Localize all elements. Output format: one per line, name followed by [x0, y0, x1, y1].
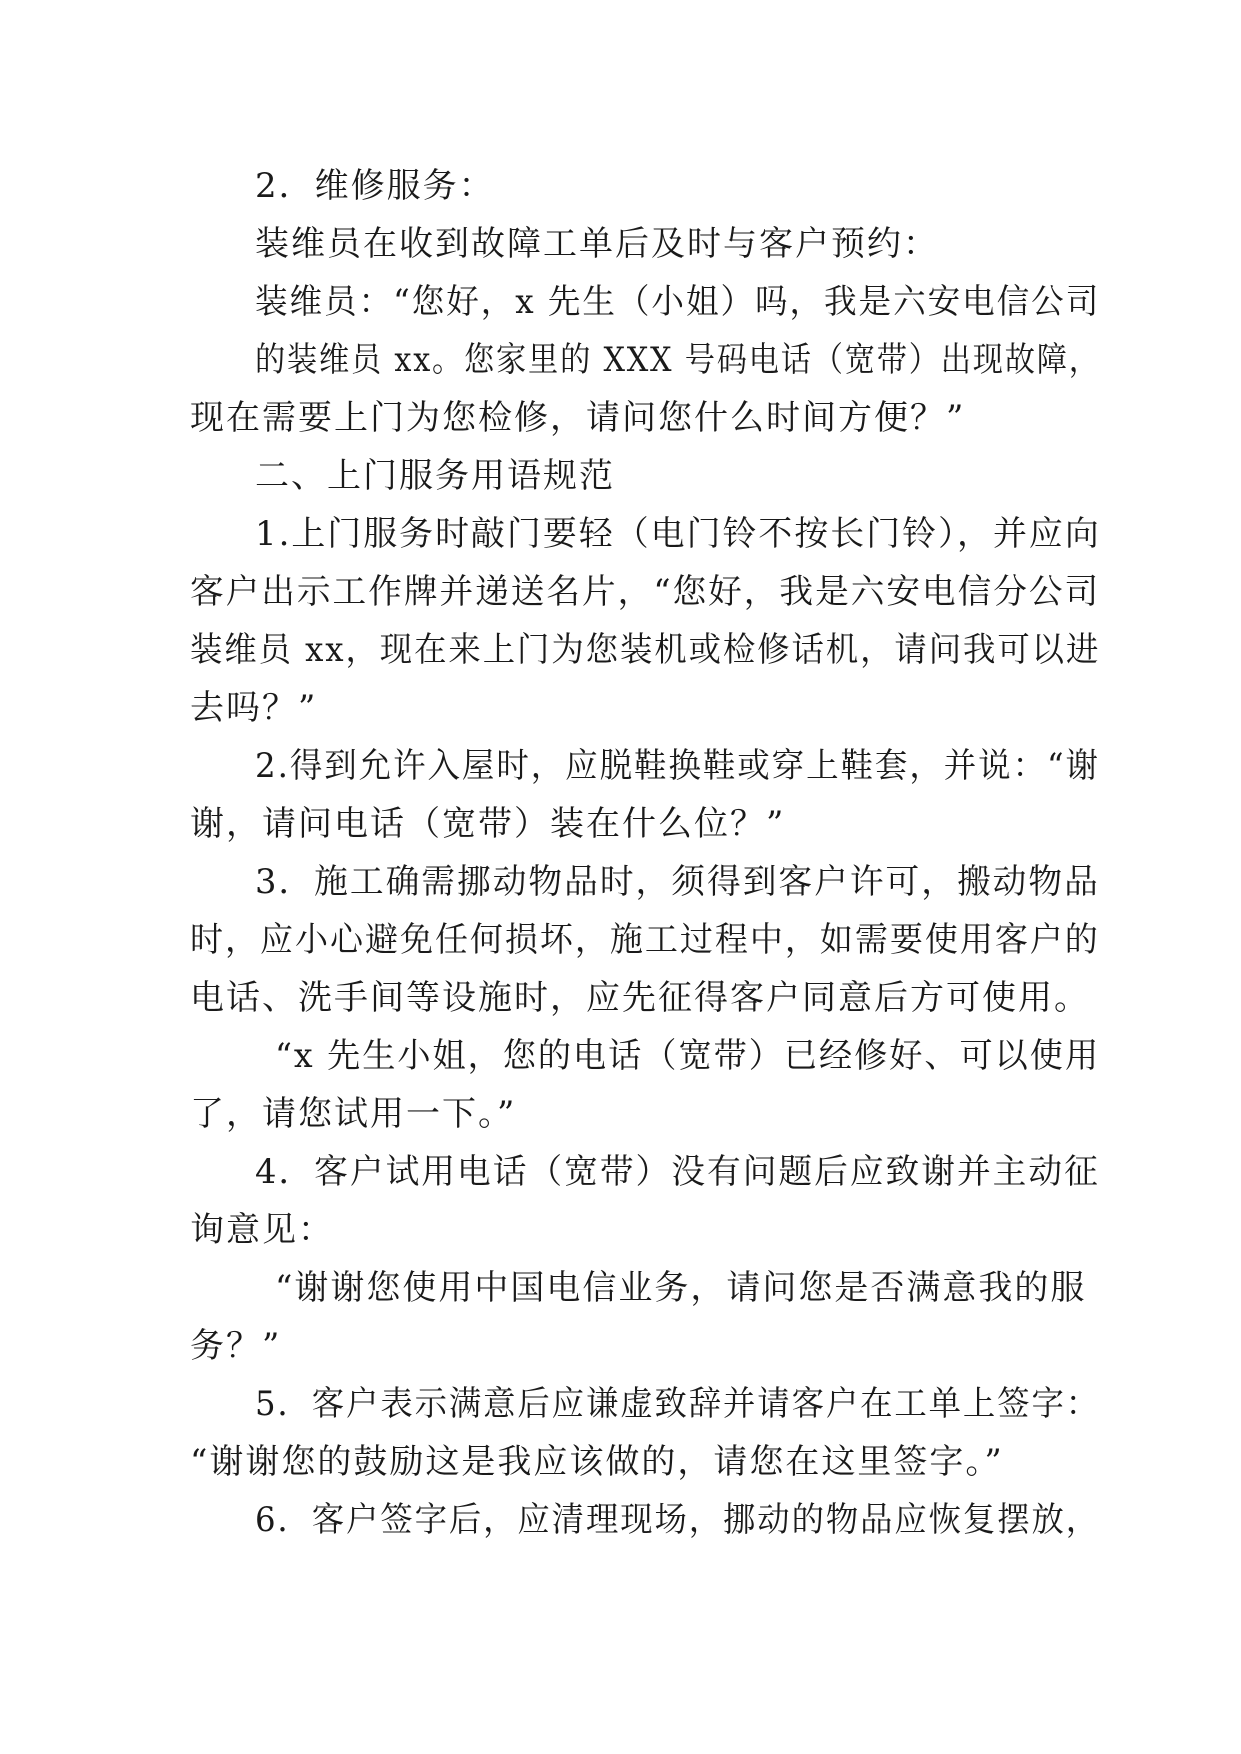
text-line: 装维员：“您好，x 先生（小姐）吗，我是六安电信公司 — [255, 282, 1101, 322]
text-line: “谢谢您使用中国电信业务，请问您是否满意我的服 — [275, 1268, 1087, 1308]
text-line: 客户出示工作牌并递送名片，“您好，我是六安电信分公司 — [190, 572, 1101, 612]
text-line: 2.得到允许入屋时，应脱鞋换鞋或穿上鞋套，并说：“谢 — [255, 746, 1100, 786]
text-line: 1.上门服务时敲门要轻（电门铃不按长门铃），并应向 — [255, 514, 1101, 554]
section-heading: 二、上门服务用语规范 — [255, 456, 615, 496]
text-line: 的装维员 xx。您家里的 XXX 号码电话（宽带）出现故障， — [255, 340, 1101, 380]
text-line: 务？” — [190, 1326, 282, 1366]
text-line: 4．客户试用电话（宽带）没有问题后应致谢并主动征 — [255, 1152, 1100, 1192]
text-line: 询意见： — [190, 1210, 334, 1250]
text-line: 3．施工确需挪动物品时，须得到客户许可，搬动物品 — [255, 862, 1100, 902]
text-line: 装维员 xx，现在来上门为您装机或检修话机，请问我可以进 — [190, 630, 1101, 670]
text-line: 电话、洗手间等设施时，应先征得客户同意后方可使用。 — [190, 978, 1090, 1018]
text-line: 时，应小心避免任何损坏，施工过程中，如需要使用客户的 — [190, 920, 1100, 960]
text-line: “x 先生小姐，您的电话（宽带）已经修好、可以使用 — [275, 1036, 1101, 1076]
text-line: “谢谢您的鼓励这是我应该做的，请您在这里签字。” — [190, 1442, 1004, 1482]
text-line: 装维员在收到故障工单后及时与客户预约： — [255, 224, 939, 264]
text-line: 5．客户表示满意后应谦虚致辞并请客户在工单上签字： — [255, 1384, 1101, 1424]
text-line: 现在需要上门为您检修，请问您什么时间方便？” — [190, 398, 966, 438]
text-line: 谢，请问电话（宽带）装在什么位？” — [190, 804, 786, 844]
text-line: 6．客户签字后，应清理现场，挪动的物品应恢复摆放， — [255, 1500, 1101, 1540]
text-line: 了，请您试用一下。” — [190, 1094, 517, 1134]
text-line: 2．维修服务： — [255, 166, 495, 206]
text-line: 去吗？” — [190, 688, 318, 728]
